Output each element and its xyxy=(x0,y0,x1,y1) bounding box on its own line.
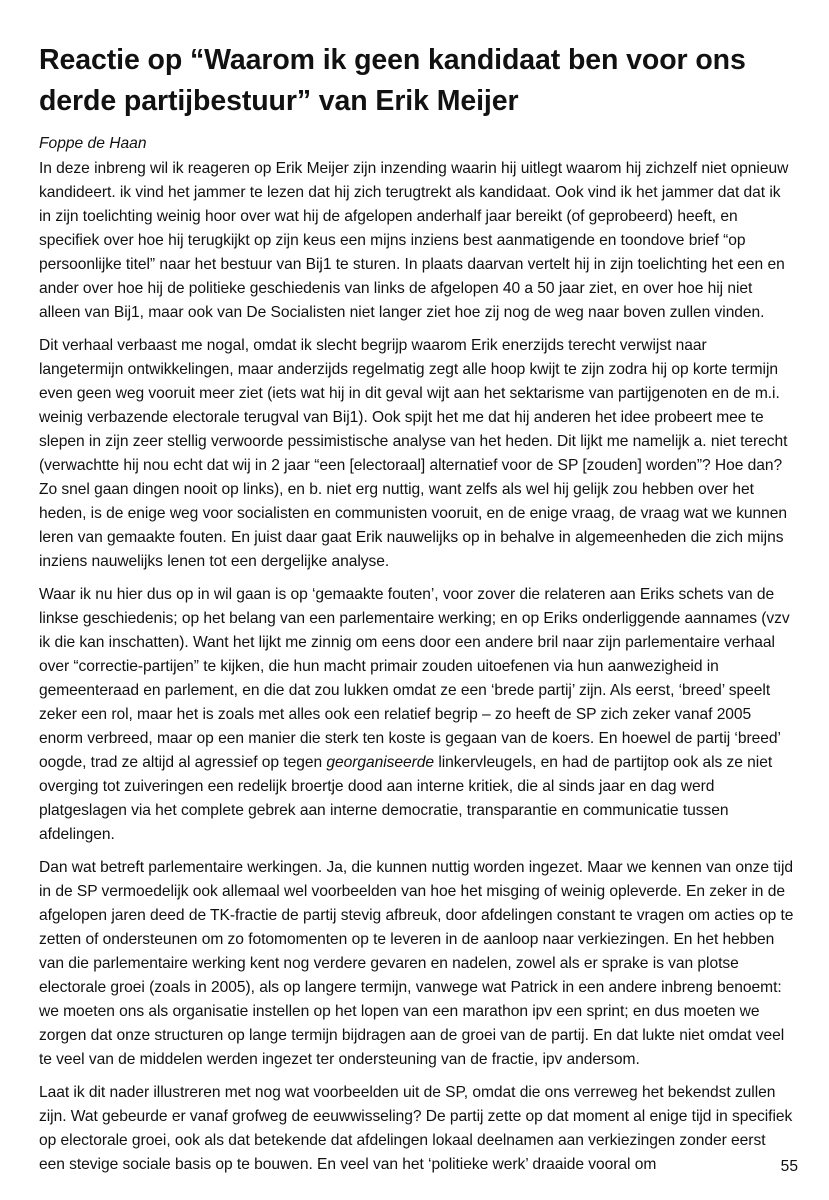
paragraph-text: Dan wat betreft parlementaire werkingen. Ja, die kunnen nuttig worden ingezet. Maar we kennen van onze tijd in de SP vermoedelijk ook allemaal wel voorbeelden van hoe het misging of weinig opleverde. En zeker in de afgelopen jaren deed de TK-fractie de partij stevig afbreuk, door afdelingen constant te vragen om acties op te zetten of ondersteunen om zo fotomomenten op te leveren in de aanloop naar verkiezingen. En het hebben van die parlementaire werking kent nog verdere gevaren en nadelen, zowel als er sprake is van plotse electorale groei (zoals in 2005), als op langere termijn, vanwege wat Patrick in een andere inbreng benoemt: we moeten ons als organisatie instellen op het lopen van een marathon ipv een sprint; en dus moeten we zorgen dat onze structuren op lange termijn bijdragen aan de groei van de partij. En dat lukte niet omdat veel te veel van de middelen werden ingezet ter ondersteuning van de fractie, ipv andersom. xyxy=(39,859,794,1068)
paragraph-text: In deze inbreng wil ik reageren op Erik Meijer zijn inzending waarin hij uitlegt waarom hij zichzelf niet opnieuw kandideert. ik vind het jammer te lezen dat hij zich terugtrekt als kandidaat. Ook vind ik het jammer dat dat ik in zijn toelichting weinig hoor over wat hij de afgelopen anderhalf jaar bereikt (of geprobeerd) heeft, en specifiek over hoe hij terugkijkt op zijn keus een mijns inziens best aanmatigende en toondove brief “op persoonlijke titel” naar het bestuur van Bij1 te sturen. In plaats daarvan vertelt hij in zijn toelichting het een en ander over hoe hij de politieke geschiedenis van links de afgelopen 40 a 50 jaar ziet, en over hoe hij niet alleen van Bij1, maar ook van De Socialisten niet langer ziet hoe zij nog de weg naar boven zullen vinden. xyxy=(39,160,789,321)
page-number: 55 xyxy=(780,1158,798,1175)
document-page xyxy=(39,40,795,1186)
paragraph-text: linkervleugels, en had de partijtop ook als ze niet overging tot zuiveringen een redelijk broertje dood aan interne kritiek, die al sinds jaar en dag werd platgeslagen via het complete gebrek aan interne democratie, transparantie en communicatie tussen afdelingen. xyxy=(39,754,773,843)
paragraph-text: Laat ik dit nader illustreren met nog wat voorbeelden uit de SP, omdat die ons verreweg het bekendst zullen zijn. Wat gebeurde er vanaf grofweg de eeuwwisseling? De partij zette op dat moment al enige tijd in specifiek op electorale groei, ook als dat betekende dat afdelingen lokaal deelnamen aan verkiezingen zonder eerst een stevige sociale basis op te bouwen. En veel van het ‘politieke werk’ draaide vooral om xyxy=(39,1084,793,1173)
article-title: Reactie op “Waarom ik geen kandidaat ben voor ons derde partijbestuur” van Erik Meijer xyxy=(39,44,746,117)
emphasized-text: georganiseerde xyxy=(326,754,435,771)
paragraph-text: Waar ik nu hier dus op in wil gaan is op ‘gemaakte fouten’, voor zover die relateren aan Eriks schets van de linkse geschiedenis; op het belang van een parlementaire werking; en op Eriks onderliggende aannames (vzv ik die kan inschatten). Want het lijkt me zinnig om eens door een andere bril naar zijn parlementaire verhaal over “correctie-partijen” te kijken, die hun macht primair zouden uitoefenen via hun aanwezigheid in gemeenteraad en parlement, en die dat zou lukken omdat ze een ‘brede partij’ zijn. Als eerst, ‘breed’ speelt zeker een rol, maar het is zoals met alles ook een relatief begrip – zo heeft de SP zich zeker vanaf 2005 enorm verbreed, maar op een manier die sterk ten koste is gegaan van de koers. En hoewel de partij ‘breed’ oogde, trad ze altijd al agressief op tegen xyxy=(39,586,790,771)
article-body xyxy=(39,157,795,1177)
body-paragraph xyxy=(39,334,795,574)
article-author: Foppe de Haan xyxy=(39,135,147,152)
body-paragraph xyxy=(39,1081,795,1177)
body-paragraph xyxy=(39,157,795,325)
body-paragraph xyxy=(39,856,795,1072)
body-paragraph xyxy=(39,583,795,847)
paragraph-text: Dit verhaal verbaast me nogal, omdat ik slecht begrijp waarom Erik enerzijds terecht verwijst naar langetermijn ontwikkelingen, maar anderzijds regelmatig zegt alle hoop kwijt te zijn zodra hij op korte termijn even geen weg vooruit meer ziet (iets wat hij in dit geval wijt aan het sektarisme van partijgenoten en de m.i. weinig verbazende electorale terugval van Bij1). Ook spijt het me dat hij anderen het idee probeert mee te slepen in zijn zeer stellig verwoorde pessimistische analyse van het heden. Dit lijkt me namelijk a. niet terecht (verwachtte hij nou echt dat wij in 2 jaar “een [electoraal] alternatief voor de SP [zouden] worden”? Hoe dan? Zo snel gaan dingen nooit op links), en b. niet erg nuttig, want zelfs als wel hij gelijk zou hebben over het heden, is de enige weg voor socialisten en communisten vooruit, en de enige vraag, de vraag wat we kunnen leren van gemaakte fouten. En juist daar gaat Erik nauwelijks op in behalve in algemeenheden die zich mijns inziens nauwelijks lenen tot een dergelijke analyse. xyxy=(39,337,788,570)
